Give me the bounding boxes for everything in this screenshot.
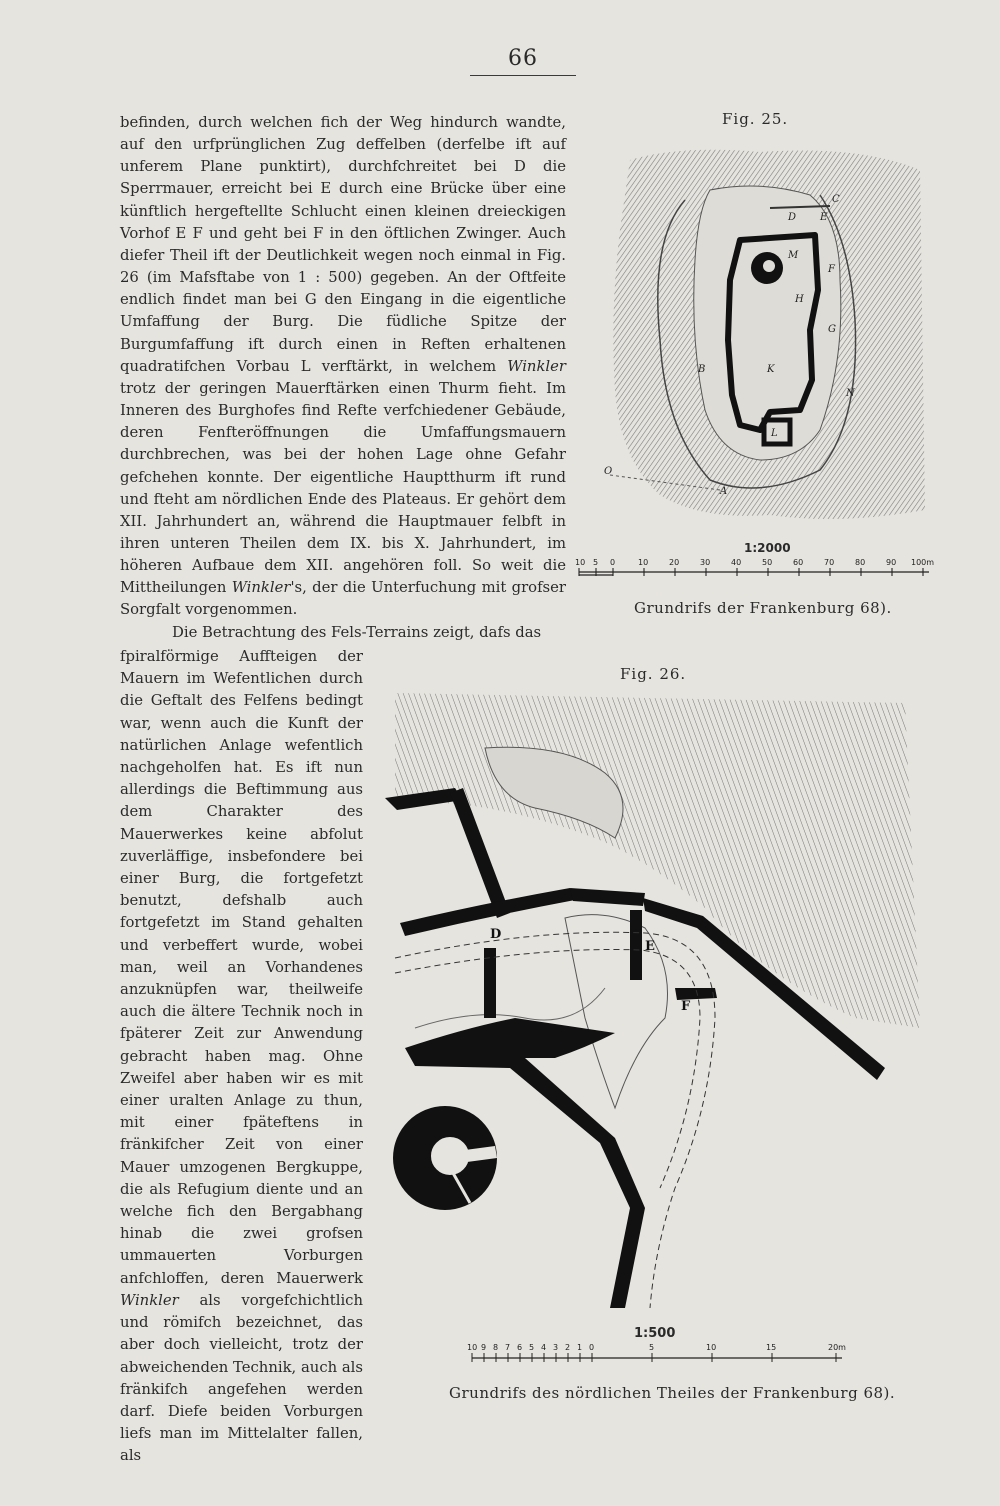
page-number: 66: [508, 46, 538, 71]
author-name: Winkler: [120, 1291, 179, 1309]
paragraph-1-text: befinden, durch welchen fich der Weg hindurch wandte, auf den urfprünglichen Zug deffelben (derfelbe ift auf unferem Plane punktirt), durchfchreitet bei D die Sperrmauer, erreicht bei E durch eine Brücke über eine künftlich hergeftellte Schlucht einen kleinen dreieckigen Vorhof E F und geht bei F in den öftlichen Zwinger. Auch diefer Theil ift der Deutlichkeit wegen noch einmal in Fig. 26 (im Mafsftabe von 1 : 500) gegeben. An der Oftfeite endlich findet man bei G den Eingang in die eigentliche Umfaffung der Burg. Die füdliche Spitze der Burgumfaffung ift durch einen in Reften erhaltenen quadratifchen Vorbau L verftärkt, in welchem: [120, 114, 566, 375]
figure-26-scale-bar: [466, 1340, 856, 1368]
map-letter-E: E: [820, 212, 828, 223]
scale26-tick-8: 2: [565, 1343, 571, 1352]
scale25-tick-12: 100m: [911, 558, 935, 567]
scale25-tick-6: 40: [731, 558, 742, 567]
scale26-tick-10: 0: [589, 1343, 595, 1352]
header-rule: [470, 75, 576, 76]
figure-25-caption: Grundrifs der Frankenburg 68).: [634, 599, 892, 617]
paragraph-1-continued: trotz der geringen Mauerftärken einen Thurm fieht. Im Inneren des Burghofes find Refte verfchiedener Gebäude, deren Fenfteröffnungen die Umfaffungsmauern durchbrechen, was bei der hohen Lage ohne Gefahr gefchehen konnte. Der eigentliche Hauptthurm ift rund und fteht am nördlichen Ende des Plateaus. Er gehört dem XII. Jahrhundert an, während die Hauptmauer felbft in ihren unteren Theilen dem IX. bis X. Jahrhundert, im höheren Aufbaue dem XII. angehören foll. So weit die Mittheilungen: [120, 379, 566, 597]
scale26-tick-11: 5: [649, 1343, 655, 1352]
scale26-tick-9: 1: [577, 1343, 583, 1352]
map26-letter-F: F: [681, 999, 691, 1014]
scale25-tick-5: 30: [700, 558, 711, 567]
map-letter-B: B: [698, 364, 706, 375]
slope-hatching: [395, 693, 920, 1028]
scale25-tick-7: 50: [762, 558, 773, 567]
round-tower-interior: [430, 1136, 470, 1176]
map-letter-O: O: [604, 466, 613, 477]
scale26-tick-13: 15: [766, 1343, 777, 1352]
scale26-tick-5: 5: [529, 1343, 535, 1352]
paragraph-2: [120, 646, 363, 1468]
map-letter-N: N: [846, 388, 855, 399]
scale26-tick-1: 9: [481, 1343, 487, 1352]
scale26-tick-6: 4: [541, 1343, 547, 1352]
tower-E: [630, 910, 642, 980]
figure-25-scale-ratio: 1:2000: [744, 541, 791, 555]
scale25-tick-10: 80: [855, 558, 866, 567]
author-name: Winkler: [231, 579, 291, 597]
map-letter-G: G: [828, 324, 836, 335]
paragraph-2-text: fpiralförmige Auffteigen der Mauern im Wefentlichen durch die Geftalt des Felfens bedingt war, wenn auch die Kunft der natürlichen Anlage wefentlich nachgeholfen hat. Es ift nun allerdings die Beftimmung aus dem Charakter des Mauerwerkes keine abfolut zuverläffige, insbefondere bei einer Burg, die fortgefetzt benutzt, defshalb auch fortgefetzt im Stand gehalten und verbeffert wurde, wobei man, weil an Vorhandenes anzuknüpfen war, theilweife auch die ältere Technik noch in fpäterer Zeit zur Anwendung gebracht haben mag. Ohne Zweifel aber haben wir es mit einer uralten Anlage zu thun, mit einer fpäteftens in fränkifcher Zeit von einer Mauer umzogenen Bergkuppe, die als Refugium diente und an welche fich den Bergabhang hinab die zwei grofsen ummauerten Vorburgen anfchloffen, deren Mauerwerk: [120, 648, 363, 1287]
figure-26-caption: Grundrifs des nördlichen Theiles der Frankenburg 68).: [449, 1384, 896, 1402]
map-letter-C: C: [832, 194, 840, 205]
scale25-tick-11: 90: [886, 558, 897, 567]
map-letter-M: M: [788, 250, 799, 261]
scale25-tick-9: 70: [824, 558, 835, 567]
map-letter-L: L: [771, 428, 778, 439]
map-letter-D: D: [788, 212, 797, 223]
figure-25-map: [590, 140, 935, 530]
sperrmauer-D: [400, 888, 575, 936]
scale26-tick-3: 7: [505, 1343, 511, 1352]
paragraph-1: [120, 112, 566, 622]
map-letter-H: H: [795, 294, 804, 305]
scale25-tick-0: 10: [575, 558, 586, 567]
paragraph-2-lead: Die Betrachtung des Fels-Terrains zeigt, dafs das: [172, 623, 542, 641]
scale26-tick-2: 8: [493, 1343, 499, 1352]
main-text-column: [120, 112, 566, 644]
scale25-tick-8: 60: [793, 558, 804, 567]
keep-interior: [763, 260, 775, 272]
scale25-tick-4: 20: [669, 558, 680, 567]
scale25-tick-2: 0: [610, 558, 616, 567]
scale26-tick-12: 10: [706, 1343, 717, 1352]
scale26-tick-4: 6: [517, 1343, 523, 1352]
figure-25-scale-bar: [575, 556, 935, 582]
figure-26-scale-ratio: 1:500: [634, 1326, 676, 1341]
figure-26-map: [385, 688, 930, 1328]
figure-26-label: Fig. 26.: [620, 665, 687, 683]
paragraph-2-end: als vorgefchichtlich und römifch bezeichnet, das aber doch vielleicht, trotz der abweichenden Technik, auch als fränkifch angefehen werden darf. Diefe beiden Vorburgen liefs man im Mittelalter fallen, als: [120, 1291, 363, 1465]
scale25-tick-3: 10: [638, 558, 649, 567]
author-name: Winkler: [507, 357, 566, 375]
map-letter-K: K: [767, 364, 775, 375]
paragraph-1-end: 's, der die Unterfuchung mit grofser Sorgfalt vorgenommen.: [120, 579, 566, 619]
narrow-text-column: [120, 646, 363, 1468]
map-letter-A: A: [720, 486, 728, 497]
figure-25-label: Fig. 25.: [722, 110, 789, 128]
scale26-tick-0: 10: [467, 1343, 478, 1352]
map26-letter-E: E: [645, 939, 655, 954]
map26-letter-D: D: [490, 927, 502, 942]
scale26-tick-14: 20m: [828, 1343, 846, 1352]
scale25-tick-1: 5: [593, 558, 599, 567]
scale26-tick-7: 3: [553, 1343, 559, 1352]
wall-to-E: [570, 888, 645, 906]
map-letter-F: F: [828, 264, 835, 275]
